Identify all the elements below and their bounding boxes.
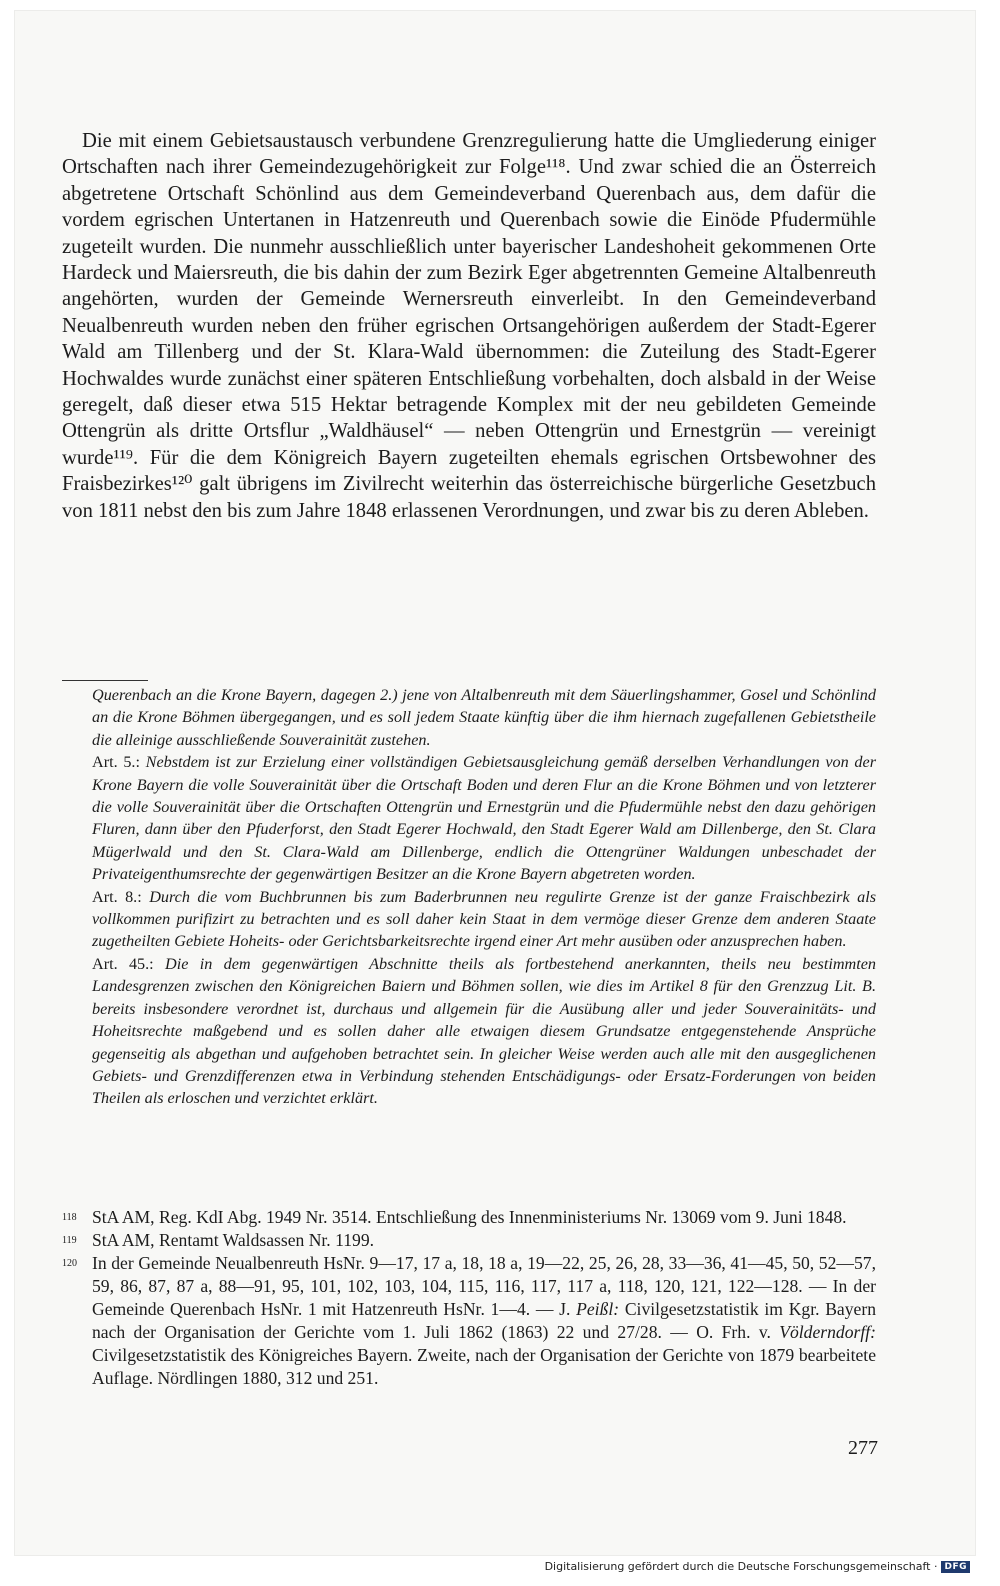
article-5 [92,751,876,885]
digitization-footer [545,1560,970,1573]
footnote-number: 119 [62,1235,77,1246]
page-number: 277 [848,1437,878,1459]
article-text: Nebstdem ist zur Erzielung einer vollständigen Gebietsausgleichung gemäß derselben Verhandlungen von der Krone Bayern die volle Souverainität über die Ortschaft Boden und deren Flur an die Krone Böhmen und von letzterer die volle Souverainität über die Ortschaften Ottengrün und Ernestgrün und die Pfudermühle nebst den dazu gehörigen Fluren, dann über den Pfuderforst, den Stadt Egerer Hochwald, den Stadt Egerer Wald am Dillenberge, den St. Clara Mügerlwald und den St. Clara-Wald am Dillenberge, endlich die Ottengrüner Waldungen unbeschadet der Privateigenthumsrechte der gegenwärtigen Besitzer an die Krone Bayern abgetreten worden. [92,753,877,884]
dfg-logo: DFG [941,1561,970,1573]
footnote-continuation [92,684,876,1110]
article-label: Art. 5.: [92,753,140,772]
main-paragraph: Die mit einem Gebietsaustausch verbundene Grenzregulierung hatte die Umgliederung einiger Ortschaften nach ihrer Gemeindezugehörigkeit zur Folge¹¹⁸. Und zwar schied die an Österreich abgetretene Ortschaft Schönlind aus dem Gemeindeverband Querenbach aus, dem dafür die vordem egrischen Untertanen in Hatzenreuth und Querenbach sowie die Einöde Pfudermühle zugeteilt wurden. Die nunmehr ausschließlich unter bayerischer Landeshoheit gekommenen Orte Hardeck und Maiersreuth, die bis dahin der zum Bezirk Eger abgetrennten Gemeine Altalbenreuth angehörten, wurden der Gemeinde Wernersreuth einverleibt. In den Gemeindeverband Neualbenreuth wurden neben den früher egrischen Ortsangehörigen außerdem der Stadt-Egerer Wald am Tillenberg und der St. Klara-Wald übernommen: die Zuteilung des Stadt-Egerer Hochwaldes wurde zunächst einer späteren Entschließung vorbehalten, doch alsbald in der Weise geregelt, daß dieser etwa 515 Hektar betragende Komplex mit der neu gebildeten Gemeinde Ottengrün als dritte Ortsflur „Waldhäusel“ — neben Ottengrün und Ernestgrün — vereinigt wurde¹¹⁹. Für die dem Königreich Bayern zugeteilten ehemals egrischen Ortsbewohner des Fraisbezirkes¹²⁰ galt übrigens im Zivilrecht weiterhin das österreichische bürgerliche Gesetzbuch von 1811 nebst den bis zum Jahre 1848 erlassenen Verordnungen, und zwar bis zu deren Ableben. [62,130,876,522]
footnote-number: 118 [62,1212,77,1223]
footnote-text: StA AM, Rentamt Waldsassen Nr. 1199. [92,1230,375,1250]
footnote-continuation-intro: Querenbach an die Krone Bayern, dagegen 2.) jene von Altalbenreuth mit dem Säuerlingshammer, Gosel und Schönlind an die Krone Böhmen übergegangen, und es soll jedem Staate künftig über die ihm hiernach zugefallenen Gebietstheile die alleinige ausschließende Souverainität zustehen. [92,686,876,749]
footnote-separator [62,680,148,681]
article-label: Art. 8.: [92,887,142,906]
footnotes [62,1206,876,1390]
footnote-text-part: Civilgesetzstatistik des Königreiches Bayern. Zweite, nach der Organisation der Gerichte von 1879 bearbeitete Auflage. Nördlingen 1880, 312 und 251. [92,1345,876,1388]
article-text: Die in dem gegenwärtigen Abschnitte theils als fortbestehend anerkannten, theils neu bestimmten Landesgrenzen zwischen den Königreichen Baiern und Böhmen sollen, wie dies im Artikel 8 für den Grenzzug Lit. B. bereits insbesondere verordnet ist, durchaus und allgemein für die Ausübung aller und jeder Souverainitäts- und Hoheitsrechte maßgebend und es sollen daher alle etwaigen diesem Grundsatze entgegenstehende Ansprüche gegenseitig als abgethan und aufgehoben betrachtet sein. In gleicher Weise werden auch alle mit den ausgeglichenen Gebiets- und Grenzdifferenzen etwa in Verbindung stehenden Entschädigungs- oder Ersatz-Forderungen von beiden Theilen als erloschen und verzichtet erklärt. [92,954,876,1108]
article-text: Durch die vom Buchbrunnen bis zum Baderbrunnen neu regulirte Grenze ist der ganze Fraischbezirk als vollkommen purifizirt zu betrachten und es soll daher kein Staat in dem vermöge dieser Grenze dem anderen Staate zugetheilten Gebiete Hoheits- oder Gerichtsbarkeitsrechte irgend einer Art mehr ausüben oder anzusprechen haben. [92,887,876,951]
footnote-number: 120 [62,1258,77,1269]
footnote-text-part: Civilgesetzstatistik im Kgr. Bayern nach der Organisation der Gerichte vom 1. Juli 1862 (1863) 22 und 27/28. — O. Frh. v. [92,1299,877,1342]
author-name: Völderndorff: [779,1322,876,1342]
footnote-120 [62,1252,876,1390]
footnote-text [92,1252,876,1390]
footer-text: Digitalisierung gefördert durch die Deutsche Forschungsgemeinschaft · [544,1560,938,1573]
footnote-118 [62,1206,876,1229]
footnote-119 [62,1229,876,1252]
main-text [62,128,876,524]
article-label: Art. 45.: [92,954,154,973]
article-45 [92,953,876,1110]
footnote-text: StA AM, Reg. KdI Abg. 1949 Nr. 3514. Entschließung des Innenministeriums Nr. 13069 vom 9. Juni 1848. [92,1207,847,1227]
author-name: Peißl: [576,1299,620,1319]
article-8 [92,886,876,953]
footnote-text-part: In der Gemeinde Neualbenreuth HsNr. 9—17, 17 a, 18, 18 a, 19—22, 25, 26, 28, 33—36, 41—45, 50, 52—57, 59, 86, 87, 87 a, 88—91, 95, 101, 102, 103, 104, 115, 116, 117, 117 a, 118, 120, 121, 122—128. — In der Gemeinde Querenbach HsNr. 1 mit Hatzenreuth HsNr. 1—4. — J. [92,1253,876,1319]
